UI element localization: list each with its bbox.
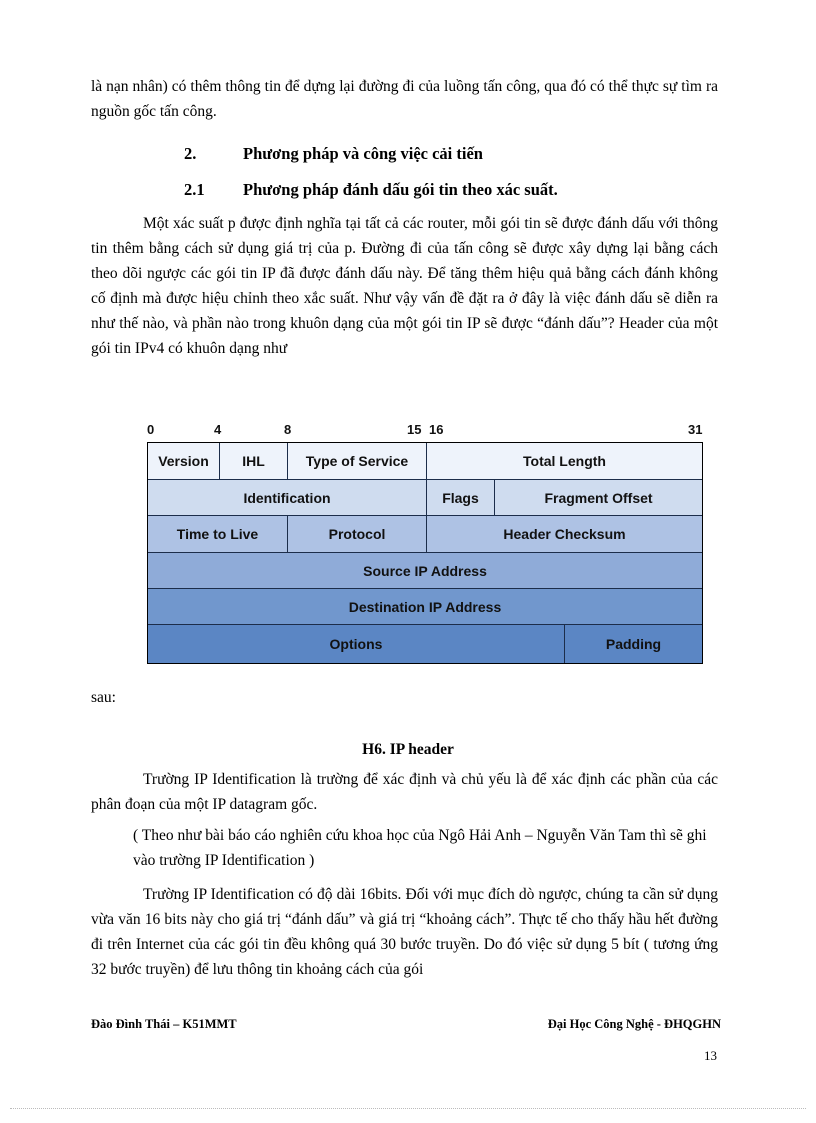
field-destination-ip: Destination IP Address [148, 589, 702, 625]
intro-paragraph: là nạn nhân) có thêm thông tin để dựng lại đường đi của luồng tấn công, qua đó có thể thực sự tìm ra nguồn gốc tấn công. [91, 78, 718, 120]
bit-number: 15 [407, 422, 422, 437]
field-options: Options [148, 625, 565, 663]
field-version: Version [148, 443, 220, 480]
paragraph-identification: Trường IP Identification là trường để xác định và chủ yếu là để xác định các phần của các phân đoạn của một IP datagram gốc. [91, 771, 718, 813]
field-time-to-live: Time to Live [148, 516, 288, 553]
bit-number: 0 [147, 422, 155, 437]
page-divider [10, 1108, 806, 1109]
field-header-checksum: Header Checksum [427, 516, 702, 553]
header-field-table [147, 442, 703, 664]
paragraph-probability: Một xác suất p được định nghĩa tại tất cả các router, mỗi gói tin sẽ được đánh dấu với thông tin thêm bằng cách sử dụng giá trị của p. Đường đi của tấn công sẽ được xây dựng lại bằng cách theo dõi ngược các gói tin IP đã được đánh dấu này. Để tăng thêm hiệu quả bằng cách đánh không cố định mà được hiệu chỉnh theo xắc suất. Như vậy vấn đề đặt ra ở đây là việc đánh dấu sẽ diễn ra như thế nào, và phần nào trong khuôn dạng của một gói tin IP sẽ được “đánh dấu”? Header của một gói tin IPv4 có khuôn dạng như [91, 215, 718, 357]
bit-number: 4 [214, 422, 222, 437]
page-number: 13 [704, 1048, 717, 1063]
ip-header-diagram [147, 418, 703, 664]
field-identification: Identification [148, 480, 427, 516]
section-title: Phương pháp đánh dấu gói tin theo xác suất. [243, 180, 558, 199]
paragraph-16bits: Trường IP Identification có độ dài 16bits. Đối với mục đích dò ngược, chúng ta cần sử dụng vừa văn 16 bits này cho giá trị “đánh dấu” và giá trị “khoảng cách”. Thực tế cho thấy hầu hết đường đi trên Internet của các gói tin đều không quá 30 bước truyền. Do đó việc sử dụng 5 bít ( tương ứng 32 bước truyền) để lưu thông tin khoảng cách của gói [91, 886, 718, 978]
section-title: Phương pháp và công việc cải tiến [243, 144, 483, 163]
section-number: 2.1 [184, 180, 205, 199]
bit-number: 16 [429, 422, 444, 437]
bit-number: 8 [284, 422, 292, 437]
field-total-length: Total Length [427, 443, 702, 480]
footer-author: Đào Đình Thái – K51MMT [91, 1017, 237, 1031]
field-flags: Flags [427, 480, 495, 516]
field-ihl: IHL [220, 443, 288, 480]
section-number: 2. [184, 144, 197, 163]
field-source-ip: Source IP Address [148, 553, 702, 589]
field-type-of-service: Type of Service [288, 443, 427, 480]
paragraph-note: ( Theo như bài báo cáo nghiên cứu khoa học của Ngô Hải Anh – Nguyễn Văn Tam thì sẽ ghi vào trường IP Identification ) [133, 827, 707, 869]
figure-caption: H6. IP header [362, 741, 454, 758]
field-fragment-offset: Fragment Offset [495, 480, 702, 516]
paragraph-sau: sau: [91, 689, 116, 706]
bit-number: 31 [688, 422, 703, 437]
footer-school: Đại Học Công Nghệ - ĐHQGHN [547, 1017, 721, 1031]
field-padding: Padding [565, 625, 702, 663]
field-protocol: Protocol [288, 516, 427, 553]
